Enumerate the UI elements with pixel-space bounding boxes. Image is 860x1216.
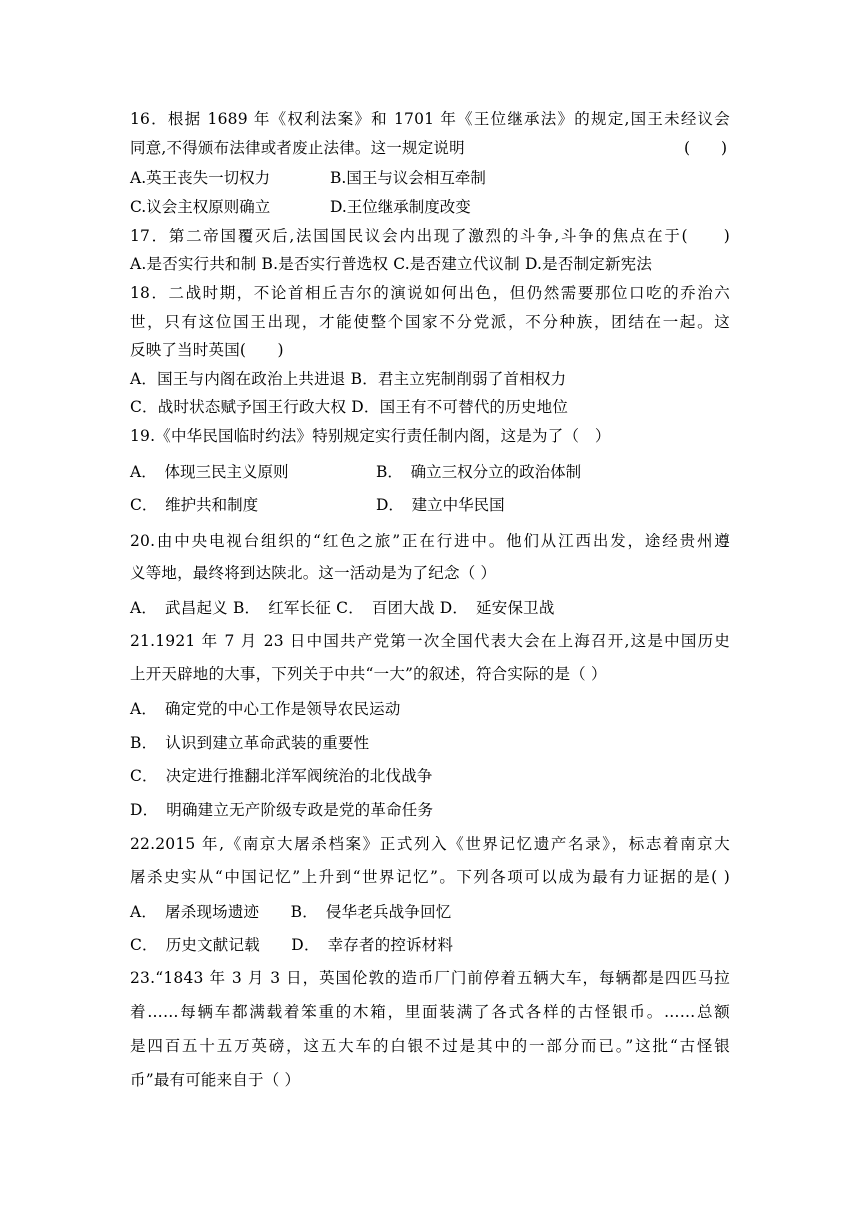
q19-option-b: B． 确立三权分立的政治体制 (376, 463, 582, 481)
q23-stem-line3: 是四百五十五万英磅，这五大车的白银不过是其中的一部分而已。”这批“古怪银 (130, 1037, 730, 1055)
q23-stem-line1: 23.“1843 年 3 月 3 日，英国伦敦的造币厂门前停着五辆大车，每辆都是四匹马拉 (130, 969, 730, 987)
q22-options-cd: C． 历史文献记载 D． 幸存者的控诉材料 (130, 936, 454, 954)
q16-option-c: C.议会主权原则确立 (130, 198, 271, 216)
q18-stem-line1: 18．二战时期，不论首相丘吉尔的演说如何出色，但仍然需要那位口吃的乔治六 (130, 284, 730, 302)
q21-option-c: C． 决定进行推翻北洋军阀统治的北伐战争 (130, 767, 433, 785)
q20-stem-line2: 义等地，最终将到达陕北。这一活动是为了纪念（ ） (130, 564, 497, 582)
q21-option-d: D． 明确建立无产阶级专政是党的革命任务 (130, 801, 434, 819)
q17-stem: 17．第二帝国覆灭后,法国国民议会内出现了激烈的斗争,斗争的焦点在于( ) (130, 227, 730, 245)
q20-stem-line1: 20.由中央电视台组织的“红色之旅”正在行进中。他们从江西出发，途经贵州遵 (130, 532, 730, 550)
q18-stem-line2: 世，只有这位国王出现，才能使整个国家不分党派，不分种族，团结在一起。这 (130, 313, 730, 331)
q16-stem-line1: 16．根据 1689 年《权利法案》和 1701 年《王位继承法》的规定,国王未经议会 (130, 110, 730, 128)
q21-stem-line2: 上开天辟地的大事，下列关于中共“一大”的叙述，符合实际的是（ ） (130, 665, 607, 683)
q21-option-b: B． 认识到建立革命武装的重要性 (130, 734, 370, 752)
q22-stem-line2: 屠杀史实从“中国记忆”上升到“世界记忆”。下列各项可以成为最有力证据的是( ) (130, 868, 730, 886)
q22-stem-line1: 22.2015 年,《南京大屠杀档案》正式列入《世界记忆遗产名录》，标志着南京大 (130, 835, 730, 853)
q19-stem: 19.《中华民国临时约法》特别规定实行责任制内阁，这是为了（ ） (130, 427, 611, 445)
q18-options-cd: C．战时状态赋予国王行政大权 D．国王有不可替代的历史地位 (130, 398, 569, 416)
q23-stem-line2: 着……每辆车都满载着笨重的木箱，里面装满了各式各样的古怪银币。……总额 (130, 1003, 730, 1021)
q18-options-ab: A．国王与内阁在政治上共进退 B．君主立宪制削弱了首相权力 (130, 370, 567, 388)
q19-option-c: C． 维护共和制度 (130, 496, 259, 514)
q16-option-a: A.英王丧失一切权力 (130, 169, 271, 187)
q16-stem-line2: 同意,不得颁布法律或者废止法律。这一规定说明 (130, 139, 465, 157)
q16-answer-paren: ( ) (684, 139, 728, 157)
q16-option-d: D.王位继承制度改变 (330, 198, 471, 216)
q20-options: A． 武昌起义 B． 红军长征 C． 百团大战 D． 延安保卫战 (130, 599, 555, 617)
q22-options-ab: A． 屠杀现场遗迹 B． 侵华老兵战争回忆 (130, 903, 452, 921)
q17-options: A.是否实行共和制 B.是否实行普选权 C.是否建立代议制 D.是否制定新宪法 (130, 255, 653, 273)
q19-option-d: D． 建立中华民国 (376, 496, 505, 514)
q18-stem-line3: 反映了当时英国( ) (130, 341, 284, 359)
q19-option-a: A． 体现三民主义原则 (130, 463, 289, 481)
q23-stem-line4: 币”最有可能来自于（ ） (130, 1071, 301, 1089)
q21-stem-line1: 21.1921 年 7 月 23 日中国共产党第一次全国代表大会在上海召开,这是中国历史 (130, 632, 730, 650)
q16-option-b: B.国王与议会相互牵制 (330, 169, 486, 187)
q21-option-a: A． 确定党的中心工作是领导农民运动 (130, 700, 401, 718)
